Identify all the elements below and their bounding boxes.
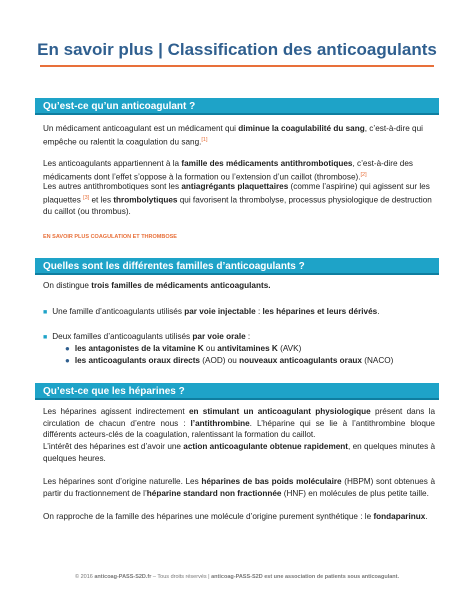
- s3-paragraph-1: [43, 406, 435, 441]
- bold-text: antivitamines K: [217, 344, 278, 353]
- bold-text: antiagrégants plaquettaires: [181, 182, 289, 191]
- link-prefix: EN SAVOIR PLUS: [43, 234, 90, 240]
- text: Une famille d’anticoagulants utilisés: [52, 307, 185, 316]
- footnote-ref-3[interactable]: [3]: [83, 194, 90, 201]
- s2-subbullet-1: [43, 343, 457, 355]
- text: et les: [89, 195, 114, 205]
- s3-paragraph-3: [43, 476, 435, 499]
- footnote-ref-2[interactable]: [2]: [360, 171, 367, 178]
- text: Les héparines agissent indirectement: [43, 407, 189, 416]
- bold-text: fondaparinux: [373, 512, 426, 521]
- bold-text: l’antithrombine: [190, 418, 250, 428]
- text: On distingue: [43, 281, 92, 290]
- text: On rapproche de la famille des héparines une molécule d’origine purement synthétique : le: [43, 512, 374, 521]
- text: , en quelques minutes à quelques heures.: [43, 442, 436, 463]
- bold-text: action anticoagulante obtenue rapidement: [183, 442, 349, 451]
- text: :: [255, 307, 263, 316]
- text: (NACO): [361, 356, 394, 365]
- section-heading-heparines: Qu’est-ce que les héparines ?: [35, 383, 439, 400]
- text: , c’est-à-dire qui empêche ou ralentit la coagulation du sang.: [43, 124, 423, 147]
- bold-text: héparines de bas poids moléculaire: [201, 477, 342, 486]
- footnote-ref-1[interactable]: [1]: [201, 136, 208, 143]
- bold-text: les anticoagulants oraux directs: [74, 356, 200, 365]
- bold-text: trois familles de médicaments anticoagulants.: [91, 281, 271, 290]
- page-title: En savoir plus | Classification des anticoagulants: [37, 40, 437, 59]
- section-heading-familles: Quelles sont les différentes familles d’anticoagulants ?: [35, 258, 439, 275]
- s2-bullet-1: [43, 306, 435, 319]
- rights-text: – Tous droits réservés |: [151, 574, 212, 580]
- page-footer: [0, 574, 474, 580]
- s3-paragraph-4: [43, 511, 435, 523]
- see-also-link[interactable]: [43, 234, 177, 240]
- bold-text: diminue la coagulabilité du sang: [238, 124, 365, 133]
- text: Les héparines sont d’origine naturelle. Les: [43, 477, 202, 486]
- dot-bullet-icon: ●: [65, 356, 70, 365]
- text: Deux familles d’anticoagulants utilisés: [52, 332, 193, 341]
- text: présent dans la circulation de chacun d’entre nous :: [43, 407, 436, 428]
- association-text: anticoag-PASS-S2D est une association de patients sous anticoagulant.: [211, 574, 399, 580]
- text: Un médicament anticoagulant est un médicament qui: [43, 124, 239, 133]
- text: (AOD) ou: [199, 356, 240, 365]
- text: qui favorisent la thrombolyse, processus physiologique de destruction du caillot (ou thrombus).: [43, 195, 432, 216]
- bold-text: en stimulant un anticoagulant physiologique: [188, 407, 371, 416]
- section-heading-anticoagulant: Qu’est-ce qu’un anticoagulant ?: [35, 98, 439, 115]
- text: . L’héparine qui se lie à l’antithrombine bloque différents acteurs-clés de la coagulation, ralentissant la formation du caillot.: [43, 418, 435, 439]
- text: .: [377, 307, 380, 316]
- bold-text: héparine standard non fractionnée: [146, 488, 282, 498]
- square-bullet-icon: ■: [43, 309, 48, 316]
- text: Les anticoagulants appartiennent à la: [43, 159, 182, 168]
- dot-bullet-icon: ●: [65, 344, 70, 353]
- bold-text: les antagonistes de la vitamine K: [74, 344, 204, 353]
- s2-subbullet-2: [43, 355, 457, 367]
- square-bullet-icon: ■: [43, 334, 48, 341]
- text: , c’est-à-dire des médicaments dont l’effet s’oppose à la formation ou l’extension d’un caillot (thrombose).: [43, 159, 413, 182]
- s2-bullet-2: [43, 331, 435, 344]
- s3-paragraph-2: [43, 441, 435, 464]
- text: (AVK): [277, 344, 302, 353]
- text: Les autres antithrombotiques sont les: [43, 182, 182, 191]
- bold-text: par voie injectable: [184, 307, 256, 316]
- s2-intro: [43, 280, 435, 292]
- title-underline: [40, 65, 434, 67]
- text: :: [245, 332, 251, 341]
- site-name[interactable]: anticoag-PASS-S2D.fr: [94, 574, 152, 580]
- bold-text: thrombolytiques: [113, 195, 178, 205]
- text: L’intérêt des héparines est d’avoir une: [43, 442, 184, 451]
- text: (comme l’aspirine) qui agissent sur les plaquettes: [43, 182, 430, 205]
- copyright: © 2016: [75, 574, 95, 580]
- text: (HNF) en molécules de plus petite taille.: [281, 488, 429, 498]
- s1-paragraph-1: [43, 123, 435, 148]
- text: ou: [203, 344, 218, 353]
- bold-text: par voie orale: [192, 332, 246, 341]
- s1-paragraph-3: [43, 181, 435, 217]
- bold-text: famille des médicaments antithrombotiques: [181, 159, 353, 168]
- bold-text: nouveaux anticoagulants oraux: [239, 356, 362, 365]
- text: (HBPM) sont obtenues à partir du fractionnement de l’: [43, 477, 435, 498]
- bold-text: les héparines et leurs dérivés: [262, 307, 378, 316]
- s1-paragraph-2: [43, 158, 435, 183]
- link-target: COAGULATION ET THROMBOSE: [90, 234, 177, 240]
- text: .: [425, 512, 428, 521]
